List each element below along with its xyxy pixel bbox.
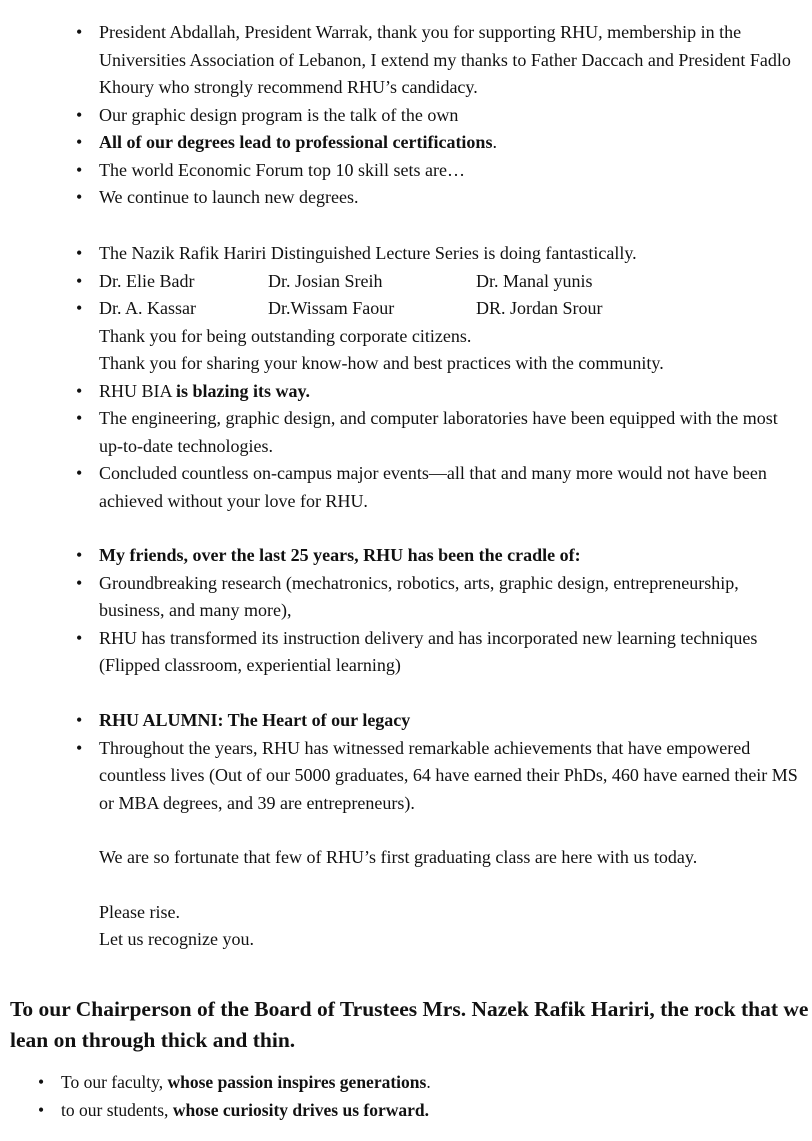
list-item xyxy=(0,323,812,351)
bullet-icon: • xyxy=(76,627,83,648)
bia-plain-text: RHU BIA xyxy=(99,380,177,401)
bullet-icon: • xyxy=(76,408,83,428)
graphic-design-text: Our graphic design program is the talk of the own xyxy=(99,104,459,125)
list-item xyxy=(0,19,812,102)
please-rise-text: Please rise. xyxy=(99,902,180,922)
list-item xyxy=(0,460,812,515)
certifications-rest-text: . xyxy=(492,132,497,152)
students-bold-text: whose curiosity drives us forward. xyxy=(172,1100,429,1120)
list-item xyxy=(0,129,812,157)
list-item xyxy=(0,268,812,296)
bullet-icon: • xyxy=(76,545,83,565)
speaker-name: Dr. Josian Sreih xyxy=(268,270,383,291)
bullet-icon: • xyxy=(38,1072,45,1092)
list-item xyxy=(0,240,812,268)
list-item xyxy=(0,735,812,818)
bullet-icon: • xyxy=(76,737,83,758)
speaker-name: DR. Jordan Srour xyxy=(476,298,603,318)
speaker-name: Dr. A. Kassar xyxy=(99,298,196,318)
cradle-list xyxy=(0,542,812,680)
lecture-series-text: The Nazik Rafik Hariri Distinguished Lecture Series is doing fantastically. xyxy=(99,243,637,263)
list-item xyxy=(0,405,812,460)
bia-bold-text: is blazing its way. xyxy=(176,380,311,401)
closing-list xyxy=(0,1068,812,1124)
bullet-icon: • xyxy=(76,132,83,152)
certifications-bold-text: All of our degrees lead to professional certifications xyxy=(99,132,493,152)
bullet-icon: • xyxy=(76,572,83,593)
bullet-icon: • xyxy=(76,710,83,730)
alumni-heading-text: RHU ALUMNI: The Heart of our legacy xyxy=(99,710,411,730)
faculty-bold-text: whose passion inspires generations xyxy=(167,1072,427,1092)
speaker-name: Dr.Wissam Faour xyxy=(268,298,395,318)
bullet-icon: • xyxy=(76,104,83,125)
speakers-row-2 xyxy=(99,295,804,323)
new-degrees-text: We continue to launch new degrees. xyxy=(99,187,359,207)
bullet-icon: • xyxy=(76,380,83,401)
laboratories-text: The engineering, graphic design, and computer laboratories have been equipped with the most up-to-date technologies. xyxy=(99,408,778,456)
list-item xyxy=(0,542,812,570)
speakers-row-1 xyxy=(99,268,804,296)
bullet-icon: • xyxy=(76,463,83,483)
list-item xyxy=(0,1068,812,1096)
list-item xyxy=(0,570,812,625)
instruction-text: RHU has transformed its instruction delivery and has incorporated new learning techniques (Flipped classroom, experiential learning) xyxy=(99,627,758,675)
recognize-text: Let us recognize you. xyxy=(99,929,254,949)
events-text: Concluded countless on-campus major events—all that and many more would not have been achieved without your love for RHU. xyxy=(99,463,767,511)
bullet-icon: • xyxy=(76,187,83,207)
students-plain-text: to our students, xyxy=(61,1100,173,1120)
list-item xyxy=(0,184,812,212)
speaker-name: Dr. Elie Badr xyxy=(99,270,195,291)
bullet-icon: • xyxy=(76,22,83,42)
chairperson-heading: To our Chairperson of the Board of Trustees Mrs. Nazek Rafik Hariri, the rock that we lean on through thick and thin. xyxy=(10,997,809,1052)
bullet-icon: • xyxy=(76,270,83,291)
wef-text: The world Economic Forum top 10 skill sets are… xyxy=(99,159,465,180)
faculty-plain-text: To our faculty, xyxy=(61,1072,168,1092)
intro-list xyxy=(0,19,812,212)
list-item xyxy=(0,295,812,323)
corporate-citizens-text: Thank you for being outstanding corporate citizens. xyxy=(99,325,472,346)
thanks-presidents-text: President Abdallah, President Warrak, thank you for supporting RHU, membership in the Universities Association of Lebanon, I extend my thanks to Father Daccach and President Fadlo Khoury who strongly recommend RHU’s candidacy. xyxy=(99,22,791,97)
list-item xyxy=(0,707,812,735)
list-item xyxy=(0,378,812,406)
bullet-icon: • xyxy=(76,159,83,180)
know-how-text: Thank you for sharing your know-how and best practices with the community. xyxy=(99,353,664,373)
bullet-icon: • xyxy=(38,1100,45,1120)
achievements-text: Throughout the years, RHU has witnessed remarkable achievements that have empowered countless lives (Out of our 5000 graduates, 64 have earned their PhDs, 460 have earned their MS or MBA degrees, and 39 are entrepreneurs). xyxy=(99,737,798,813)
list-item xyxy=(0,102,812,130)
list-item xyxy=(0,625,812,680)
bullet-icon: • xyxy=(76,243,83,263)
faculty-rest-text: . xyxy=(426,1072,431,1092)
list-item xyxy=(0,157,812,185)
cradle-heading-text: My friends, over the last 25 years, RHU has been the cradle of: xyxy=(99,545,581,565)
bullet-icon: • xyxy=(76,298,83,318)
list-item xyxy=(0,1096,812,1124)
speaker-name: Dr. Manal yunis xyxy=(476,270,593,291)
fortunate-text: We are so fortunate that few of RHU’s first graduating class are here with us today. xyxy=(99,847,698,867)
research-text: Groundbreaking research (mechatronics, robotics, arts, graphic design, entrepreneurship, business, and many more), xyxy=(99,572,739,620)
list-item xyxy=(0,350,812,378)
lecture-list xyxy=(0,240,812,515)
alumni-list xyxy=(0,707,812,817)
